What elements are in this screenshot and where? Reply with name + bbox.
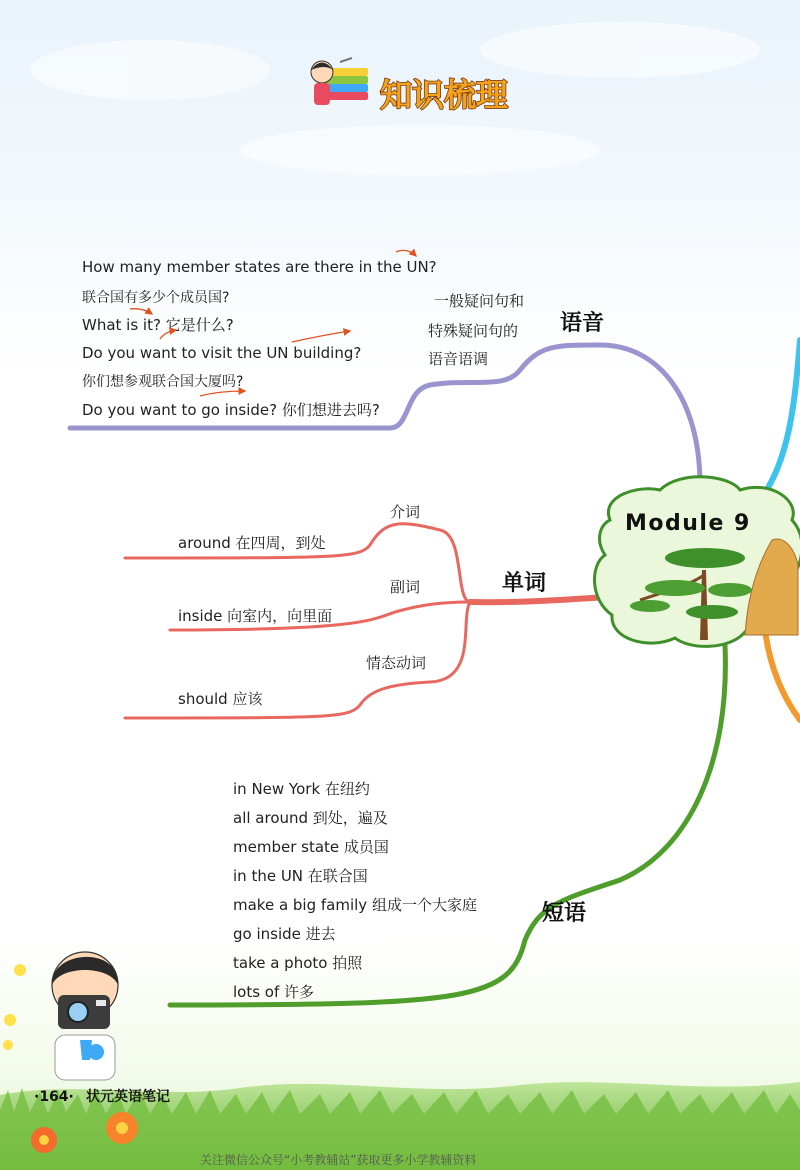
title-decoration (311, 58, 508, 114)
child-with-camera-illustration (52, 952, 118, 1080)
pronunciation-sublabel (428, 292, 524, 368)
rising-arrow-icon (200, 391, 245, 396)
phrase-item: lots of 许多 (233, 983, 315, 1001)
words-branch (470, 597, 608, 602)
pronunciation-label: 语音 (560, 311, 605, 336)
example-line: 联合国有多少个成员国? (82, 290, 230, 306)
page-number: ·164· (34, 1089, 74, 1105)
pronunciation-lines (82, 258, 437, 419)
rising-arrow-icon (292, 331, 350, 342)
words-label: 单词 (502, 571, 547, 596)
example-line: 你们想参观联合国大厦吗? (82, 374, 244, 390)
word-entry: inside 向室内，向里面 (178, 607, 333, 625)
example-line: How many member states are there in the UN? (82, 258, 437, 276)
phrase-item: in New York 在纽约 (233, 780, 370, 798)
svg-text:特殊疑问句的: 特殊疑问句的 (428, 322, 519, 340)
book-title: 状元英语笔记 (86, 1089, 170, 1105)
word-category: 副词 (390, 578, 421, 596)
center-title: Module 9 (625, 511, 751, 536)
orange-branch (765, 630, 800, 720)
phrase-item: in the UN 在联合国 (233, 867, 368, 885)
page-title: 知识梳理 (380, 76, 509, 114)
center-node[interactable] (595, 477, 800, 647)
footer-notice: 关注微信公众号“小考教辅站”获取更多小学教辅资料 (200, 1153, 477, 1167)
phrase-item: member state 成员国 (233, 838, 389, 856)
word-entry: should 应该 (178, 690, 263, 708)
word-category: 情态动词 (366, 654, 427, 672)
phrase-item: make a big family 组成一个大家庭 (233, 896, 477, 914)
example-line: Do you want to go inside? 你们想进去吗? (82, 401, 380, 419)
phrase-item: go inside 进去 (233, 925, 336, 943)
boy-reading-icon (311, 58, 368, 105)
phrases-list (233, 780, 477, 1001)
word-category: 介词 (390, 503, 421, 521)
falling-arrow-icon (396, 250, 416, 256)
svg-text:语音语调: 语音语调 (428, 350, 489, 368)
example-line: What is it? 它是什么? (82, 316, 234, 334)
phrases-label: 短语 (542, 901, 587, 926)
words-items (178, 503, 426, 708)
phrase-item: take a photo 拍照 (233, 954, 363, 972)
phrase-item: all around 到处，遍及 (233, 809, 388, 827)
example-line: Do you want to visit the UN building? (82, 344, 362, 362)
svg-text:一般疑问句和: 一般疑问句和 (434, 292, 525, 310)
word-entry: around 在四周，到处 (178, 534, 326, 552)
cyan-branch (760, 340, 800, 500)
falling-arrow-icon (130, 309, 152, 314)
